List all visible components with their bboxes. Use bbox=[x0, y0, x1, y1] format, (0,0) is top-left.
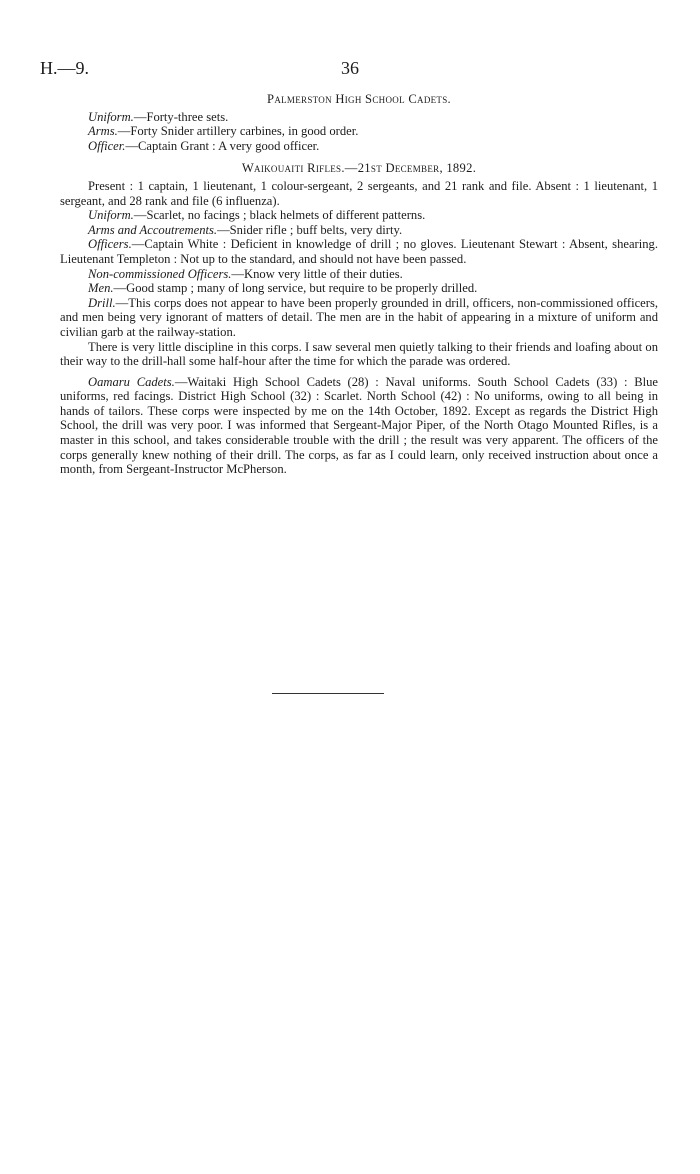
page-header bbox=[40, 58, 660, 82]
oamaru-cadets bbox=[60, 375, 658, 477]
end-rule bbox=[272, 693, 384, 694]
men-label: Men. bbox=[88, 281, 114, 296]
drill-text: —This corps does not appear to have been properly grounded in drill, officers, non-commissioned officers, and men being very ignorant of matters of detail. The men are in the habit of appearing in a mixture of uniform and civilian garb at the railway-station. bbox=[60, 295, 658, 339]
waikouaiti-discipline: There is very little discipline in this corps. I saw several men quietly talking to their friends and loafing about on their way to the drill-hall some half-hour after the time for which the parade was ordered. bbox=[60, 339, 658, 369]
uniform-text: —Forty-three sets. bbox=[133, 109, 229, 124]
document-body bbox=[60, 92, 658, 477]
arms-text: —Forty Snider artillery carbines, in good order. bbox=[117, 124, 359, 139]
palmerston-arms bbox=[60, 124, 658, 139]
men-text: —Good stamp ; many of long service, but require to be properly drilled. bbox=[113, 281, 478, 296]
arms-label: Arms. bbox=[88, 124, 118, 139]
waikouaiti-men bbox=[60, 281, 658, 296]
waikouaiti-arms bbox=[60, 223, 658, 238]
oamaru-label: Oamaru Cadets. bbox=[88, 374, 175, 389]
waikouaiti-officers bbox=[60, 237, 658, 266]
waikouaiti-nco bbox=[60, 267, 658, 282]
waikouaiti-uniform bbox=[60, 208, 658, 223]
arms-text: —Snider rifle ; buff belts, very dirty. bbox=[217, 222, 403, 237]
uniform-label: Uniform. bbox=[88, 208, 134, 223]
uniform-label: Uniform. bbox=[88, 109, 134, 124]
waikouaiti-drill bbox=[60, 296, 658, 340]
officer-label: Officer. bbox=[88, 138, 126, 153]
page-number: 36 bbox=[341, 58, 359, 78]
officers-label: Officers. bbox=[88, 237, 132, 252]
palmerston-uniform bbox=[60, 110, 658, 125]
drill-label: Drill. bbox=[88, 295, 116, 310]
arms-label: Arms and Accoutrements. bbox=[88, 222, 218, 237]
nco-text: —Know very little of their duties. bbox=[231, 266, 403, 281]
oamaru-text: —Waitaki High School Cadets (28) : Naval uniforms. South School Cadets (33) : Blue uniforms, red facings. District High School (32) : Scarlet. North School (42) : No uniforms, owing to all being in hands of tailors. These corps were inspected by me on the 14th October, 1892. Except as regards the District High School, the drill was very poor. I was informed that Sergeant-Major Piper, of the North Otago Mounted Rifles, is a master in this school, and takes considerable trouble with the drill ; the result was very apparent. The officers of the corps generally knew nothing of their drill. The corps, as far as I could learn, only received instruction about once a month, from Sergeant-Instructor McPherson. bbox=[60, 374, 658, 477]
section-title-waikouaiti: Waikouaiti Rifles.—21st December, 1892. bbox=[241, 161, 477, 176]
section-title-palmerston: Palmerston High School Cadets. bbox=[267, 92, 451, 106]
officer-text: —Captain Grant : A very good officer. bbox=[125, 138, 320, 153]
uniform-text: —Scarlet, no facings ; black helmets of different patterns. bbox=[133, 208, 426, 223]
waikouaiti-present: Present : 1 captain, 1 lieutenant, 1 colour-sergeant, 2 sergeants, and 21 rank and file. Absent : 1 lieutenant, 1 sergeant, and 28 rank and file (6 influenza). bbox=[60, 178, 658, 208]
document-code: H.—9. bbox=[40, 58, 89, 78]
officers-text: —Captain White : Deficient in knowledge of drill ; no gloves. Lieutenant Stewart : Absent, shearing. Lieutenant Templeton : Not up to the standard, and should not have been passed. bbox=[60, 237, 658, 266]
nco-label: Non-commissioned Officers. bbox=[88, 266, 232, 281]
palmerston-officer bbox=[60, 139, 658, 154]
